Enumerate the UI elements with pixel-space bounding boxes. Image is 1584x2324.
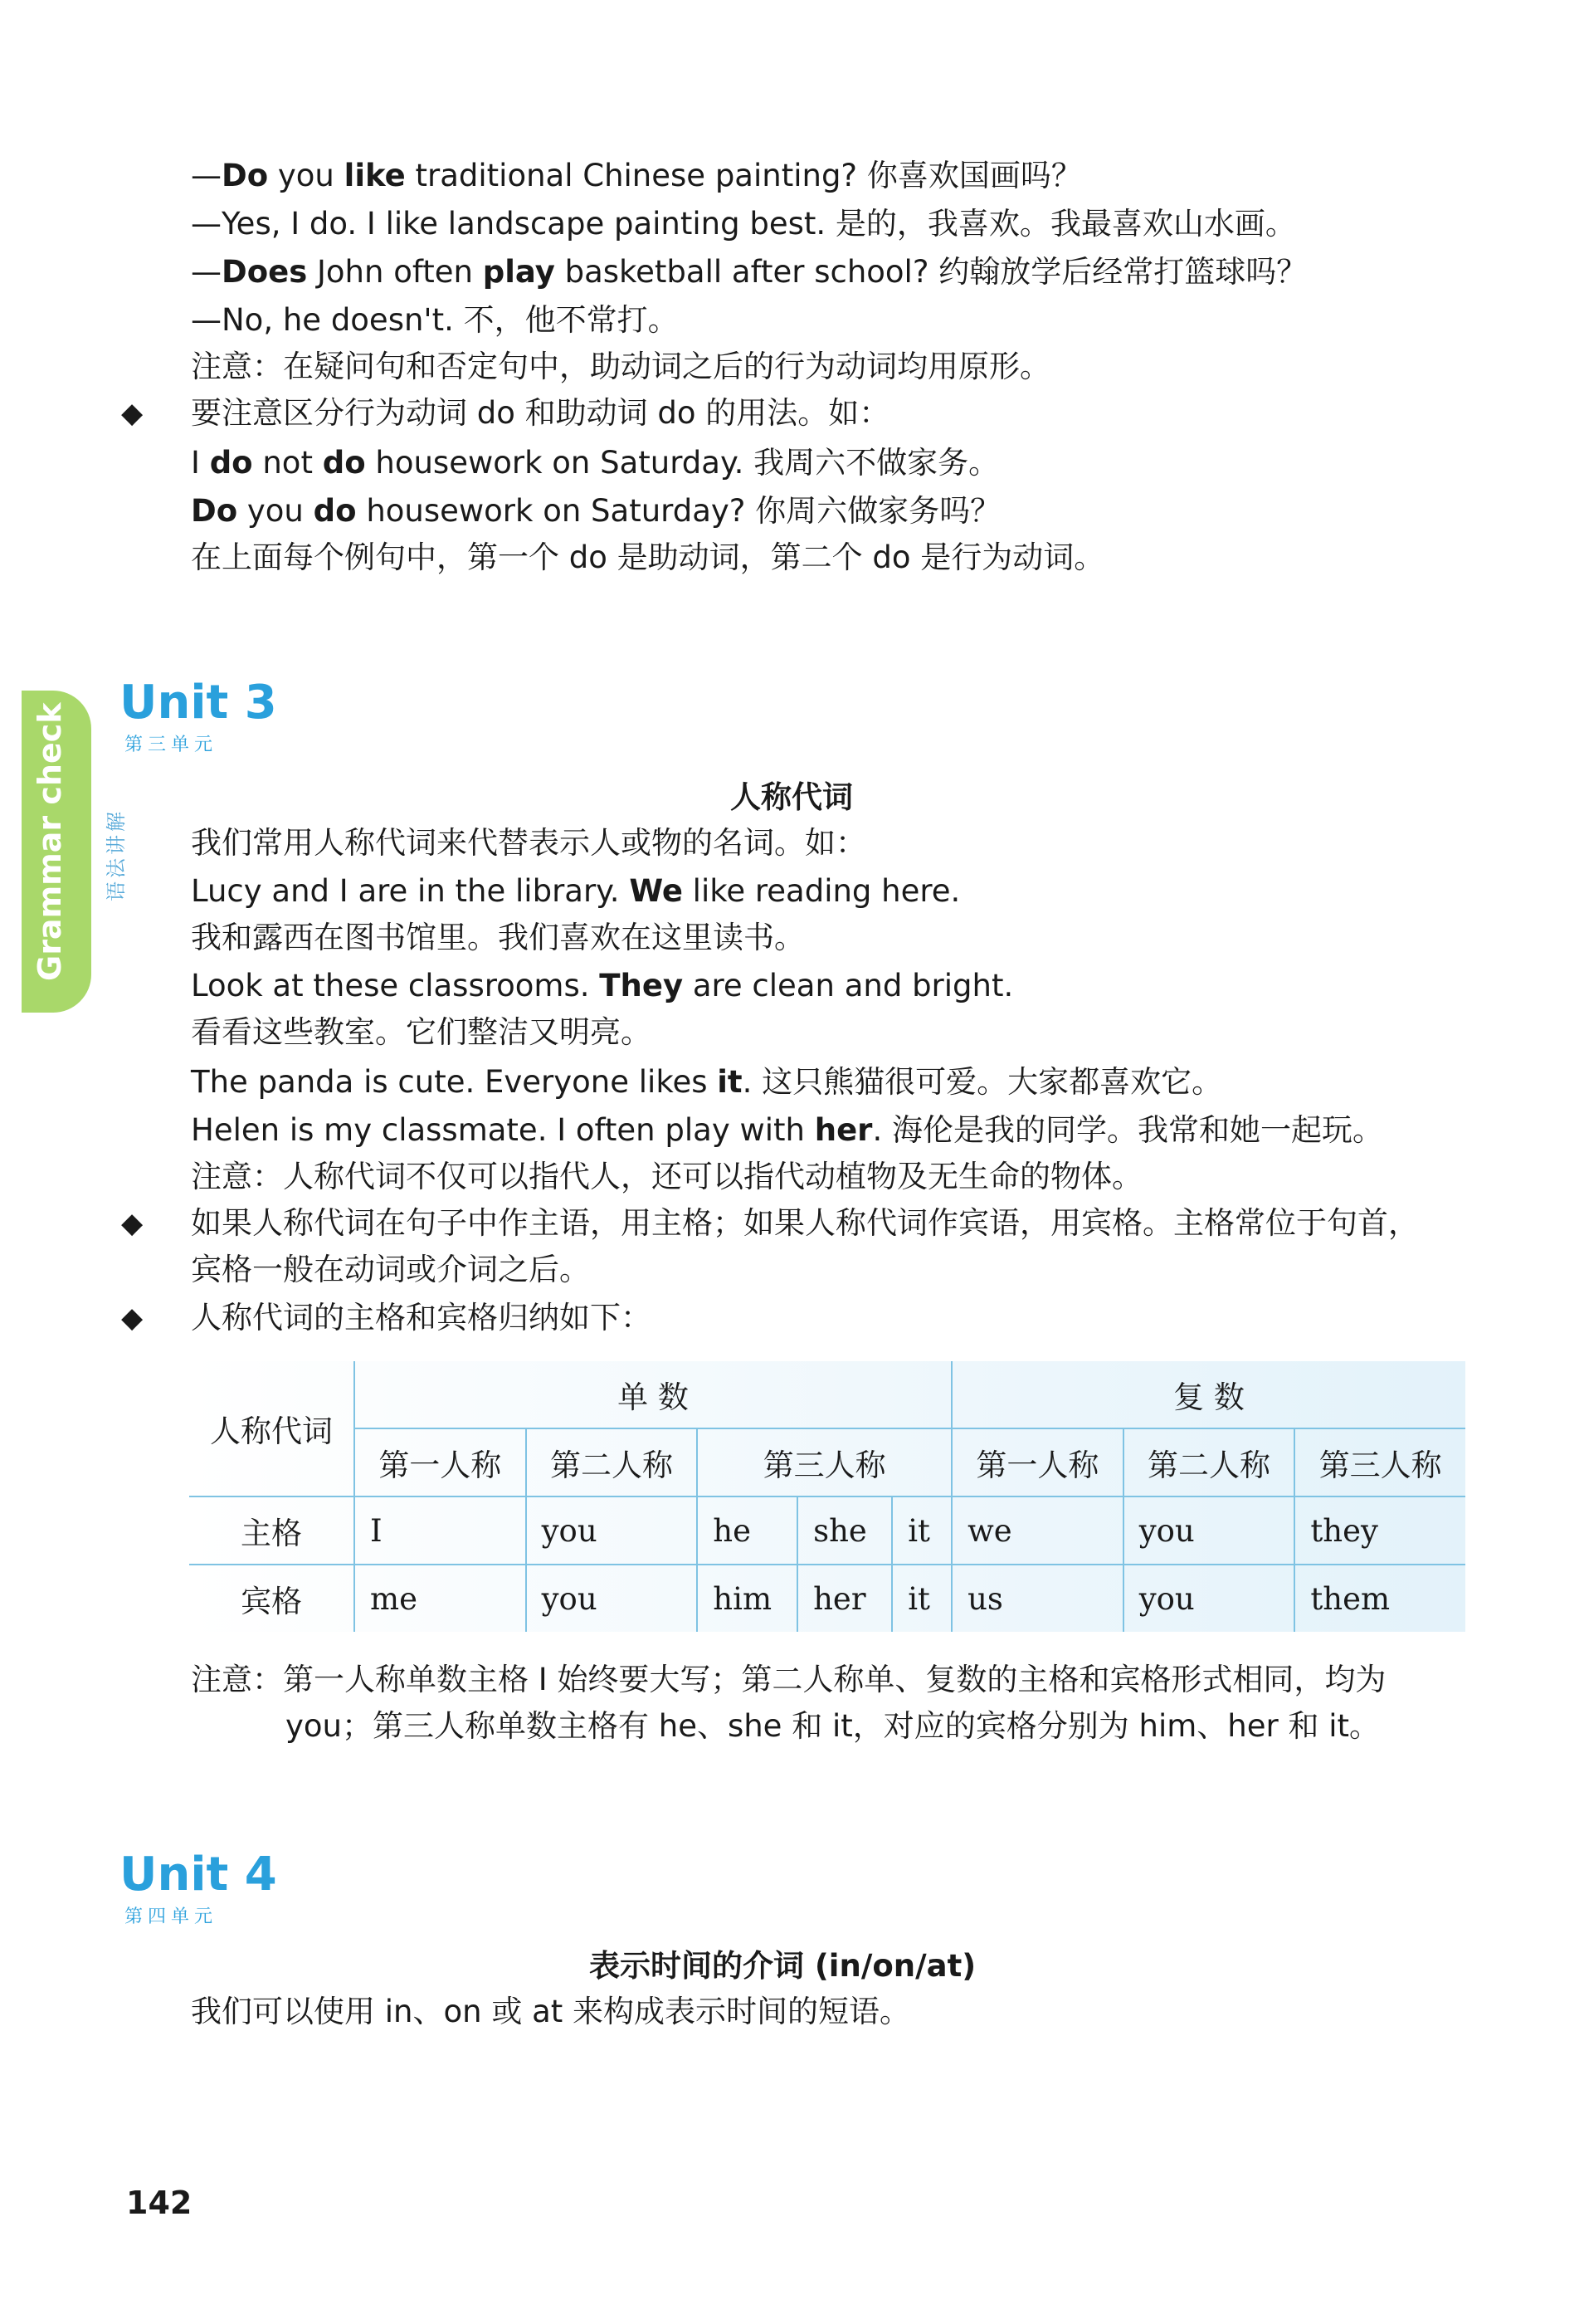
unit3-title: Unit 3 — [119, 676, 277, 730]
bold-word: Do — [222, 158, 269, 193]
plural-header: 复 数 — [952, 1361, 1465, 1428]
diamond-bullet-icon: ◆ — [121, 1207, 144, 1240]
table-cell: her — [797, 1565, 892, 1632]
table-row — [189, 1361, 1465, 1428]
unit3-bullet1-line2: 宾格一般在动词或介词之后。 — [191, 1252, 590, 1287]
unit3-note2-line2: you；第三人称单数主格有 he、she 和 it，对应的宾格分别为 him、her 和 it。 — [285, 1708, 1381, 1744]
table-cell: you — [1123, 1496, 1295, 1565]
table-cell: you — [526, 1496, 698, 1565]
table-cell: him — [697, 1565, 797, 1632]
table-cell: you — [1123, 1565, 1295, 1632]
bold-word: like — [344, 158, 406, 193]
table-corner: 人称代词 — [189, 1361, 354, 1496]
table-cell: he — [697, 1496, 797, 1565]
example-line-2: Do you do housework on Saturday? 你周六做家务吗？ — [191, 493, 1002, 529]
table-cell: you — [526, 1565, 698, 1632]
unit3-bullet2: 人称代词的主格和宾格归纳如下： — [191, 1300, 651, 1335]
closing-line: 在上面每个例句中，第一个 do 是助动词，第二个 do 是行为动词。 — [191, 540, 1105, 575]
table-cell: us — [952, 1565, 1123, 1632]
unit3-subtitle: 第三单元 — [124, 735, 218, 755]
person-header: 第二人称 — [1123, 1428, 1295, 1496]
unit4-intro: 我们可以使用 in、on 或 at 来构成表示时间的短语。 — [191, 1994, 911, 2029]
person-header: 第一人称 — [952, 1428, 1123, 1496]
diamond-bullet-icon: ◆ — [121, 1301, 144, 1335]
table-row — [189, 1565, 1465, 1632]
pronoun-table — [189, 1361, 1465, 1632]
side-tab-sublabel: 语法讲解 — [105, 808, 128, 901]
person-header: 第二人称 — [526, 1428, 698, 1496]
person-header: 第三人称 — [1294, 1428, 1465, 1496]
table-cell: it — [892, 1565, 952, 1632]
bold-word: Does — [222, 254, 308, 290]
dialogue-line-2: —Yes, I do. I like landscape painting best. 是的，我喜欢。我最喜欢山水画。 — [191, 206, 1296, 242]
unit3-example-4: Helen is my classmate. I often play with her. 海伦是我的同学。我常和她一起玩。 — [191, 1112, 1383, 1148]
dialogue-line-3: —Does John often play basketball after school? 约翰放学后经常打篮球吗？ — [191, 254, 1308, 290]
object-label: 宾格 — [189, 1565, 354, 1632]
table-cell: it — [892, 1496, 952, 1565]
unit4-title: Unit 4 — [119, 1848, 277, 1902]
page-number: 142 — [126, 2185, 193, 2221]
person-header: 第一人称 — [354, 1428, 526, 1496]
table-cell: them — [1294, 1565, 1465, 1632]
unit3-bullet1-line1: 如果人称代词在句子中作主语，用主格；如果人称代词作宾语，用宾格。主格常位于句首， — [191, 1205, 1419, 1241]
subject-label: 主格 — [189, 1496, 354, 1565]
note-line: 注意：在疑问句和否定句中，助动词之后的行为动词均用原形。 — [191, 349, 1050, 384]
bullet-text: 要注意区分行为动词 do 和助动词 do 的用法。如： — [191, 395, 890, 431]
unit3-example-3: The panda is cute. Everyone likes it. 这只熊猫很可爱。大家都喜欢它。 — [191, 1064, 1223, 1100]
dialogue-line-4: —No, he doesn't. 不，他不常打。 — [191, 302, 679, 338]
unit3-note2-line1: 注意：第一人称单数主格 I 始终要大写；第二人称单、复数的主格和宾格形式相同，均为 — [191, 1662, 1387, 1697]
unit3-heading: 人称代词 — [730, 779, 853, 815]
unit4-heading: 表示时间的介词 (in/on/at) — [589, 1948, 977, 1984]
bold-word: play — [482, 254, 555, 290]
table-cell: she — [797, 1496, 892, 1565]
example-line-1: I do not do housework on Saturday. 我周六不做家务。 — [191, 445, 1000, 481]
table-cell: we — [952, 1496, 1123, 1565]
unit3-example-2-en: Look at these classrooms. They are clean and bright. — [191, 968, 1014, 1003]
unit3-example-1-cn: 我和露西在图书馆里。我们喜欢在这里读书。 — [191, 920, 805, 955]
unit3-intro: 我们常用人称代词来代替表示人或物的名词。如： — [191, 825, 866, 861]
table-cell: they — [1294, 1496, 1465, 1565]
singular-header: 单 数 — [354, 1361, 952, 1428]
table-row — [189, 1496, 1465, 1565]
table-cell: I — [354, 1496, 526, 1565]
unit4-subtitle: 第四单元 — [124, 1907, 218, 1927]
table-cell: me — [354, 1565, 526, 1632]
unit3-example-2-cn: 看看这些教室。它们整洁又明亮。 — [191, 1014, 651, 1050]
unit3-example-1-en: Lucy and I are in the library. We like reading here. — [191, 873, 961, 909]
side-tab-label: Grammar check — [32, 702, 68, 981]
table-row — [189, 1428, 1465, 1496]
person-header: 第三人称 — [697, 1428, 952, 1496]
diamond-bullet-icon: ◆ — [121, 397, 144, 430]
dialogue-line-1: —Do you like traditional Chinese painting? 你喜欢国画吗？ — [191, 158, 1082, 193]
unit3-note: 注意：人称代词不仅可以指代人，还可以指代动植物及无生命的物体。 — [191, 1159, 1143, 1194]
